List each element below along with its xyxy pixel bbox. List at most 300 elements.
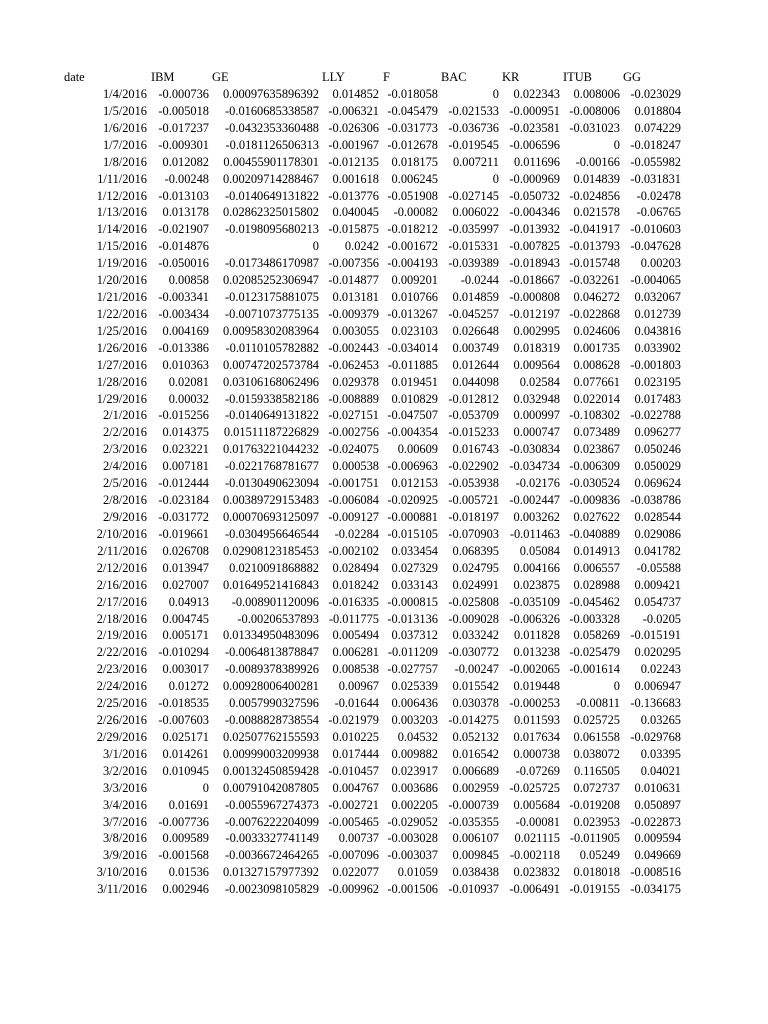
cell-date: 1/12/2016 [96,188,147,203]
table-row [0,543,768,559]
table-row [0,729,768,745]
cell-bac: 0.006689 [452,763,499,778]
header-itub: ITUB [563,70,592,84]
cell-ibm: -0.005018 [158,103,209,118]
cell-date: 3/3/2016 [102,780,147,795]
cell-kr: -0.000951 [509,103,560,118]
cell-f: -0.015105 [387,526,438,541]
cell-itub: -0.030524 [569,476,620,491]
cell-date: 1/7/2016 [102,137,147,152]
cell-itub: 0.046272 [573,290,620,305]
cell-itub: 0.027622 [573,510,620,524]
cell-ge: 0.00791042087805 [222,780,319,795]
cell-f: 0.006245 [391,171,438,186]
cell-f: -0.045479 [387,103,438,118]
cell-f: -0.000881 [387,510,438,524]
table-row [0,407,768,423]
cell-ibm: 0.02081 [168,374,209,389]
cell-kr: 0.011696 [513,154,560,169]
cell-f: 0.037312 [391,628,438,643]
cell-lly: -0.010457 [328,763,379,778]
cell-itub: 0.077661 [573,374,620,389]
cell-gg: 0.023195 [634,374,681,389]
cell-ge: -0.0140649131822 [225,188,319,203]
cell-ge: 0.00958302083964 [222,323,319,338]
cell-date: 1/4/2016 [102,87,147,101]
cell-f: -0.001672 [387,239,438,254]
cell-date: 2/8/2016 [102,493,147,508]
cell-ibm: -0.021907 [158,222,209,237]
cell-gg: 0.009594 [634,831,681,846]
cell-itub: -0.040889 [569,526,620,541]
cell-lly: -0.02284 [334,526,379,541]
cell-date: 2/16/2016 [96,577,147,592]
cell-date: 1/20/2016 [96,273,147,288]
cell-kr: -0.030834 [509,442,560,457]
cell-bac: 0 [492,171,499,186]
cell-itub: 0.038072 [573,746,620,761]
cell-date: 3/10/2016 [96,865,147,880]
cell-ibm: -0.015256 [158,408,209,423]
table-row [0,374,768,390]
cell-f: -0.013267 [387,306,438,321]
cell-ge: 0.00209714288467 [222,171,319,186]
cell-ge: 0.00455901178301 [223,154,319,169]
cell-kr: -0.000253 [509,696,560,711]
table-row [0,577,768,593]
cell-gg: 0.006947 [634,679,681,694]
cell-ge: -0.0130490623094 [225,476,319,491]
cell-date: 2/19/2016 [96,628,147,643]
cell-gg: 0.028544 [634,510,681,524]
cell-gg: -0.015191 [630,628,681,643]
cell-itub: 0.05249 [579,848,620,863]
cell-gg: -0.023029 [630,87,681,101]
cell-date: 1/15/2016 [96,239,147,254]
cell-ibm: 0.013178 [162,205,209,220]
header-row [0,69,768,85]
cell-ibm: -0.009301 [158,137,209,152]
cell-ibm: 0.01536 [168,865,209,880]
cell-date: 2/24/2016 [96,679,147,694]
cell-f: -0.011209 [387,645,438,660]
cell-kr: 0.000747 [513,425,560,440]
cell-lly: -0.002756 [328,425,379,440]
table-row [0,86,768,102]
table-row [0,441,768,457]
cell-date: 2/12/2016 [96,560,147,575]
cell-itub: 0 [613,137,620,152]
header-lly: LLY [322,70,345,84]
table-row [0,881,768,897]
cell-gg: -0.001803 [630,357,681,372]
cell-lly: 0.003055 [332,323,379,338]
cell-lly: 0.00967 [338,679,379,694]
cell-kr: -0.018667 [509,273,560,288]
table-row [0,154,768,170]
cell-kr: -0.012197 [509,306,560,321]
cell-bac: 0.009845 [452,848,499,863]
cell-kr: 0.002995 [513,323,560,338]
header-date: date [64,70,85,84]
cell-f: -0.003037 [387,848,438,863]
table-row [0,340,768,356]
cell-gg: 0.03265 [640,713,681,728]
cell-lly: -0.012135 [328,154,379,169]
cell-bac: -0.053938 [448,476,499,491]
cell-kr: -0.034734 [509,459,560,474]
cell-bac: 0.024991 [452,577,499,592]
cell-kr: -0.011463 [509,526,560,541]
cell-bac: -0.000739 [448,797,499,812]
table-row [0,323,768,339]
header-f: F [383,70,390,84]
cell-ge: -0.0140649131822 [225,408,319,423]
cell-ge: 0.02507762155593 [222,729,319,744]
cell-itub: -0.108302 [569,408,620,423]
cell-kr: 0.003262 [513,510,560,524]
cell-f: -0.011885 [387,357,438,372]
table-row [0,814,768,830]
cell-itub: 0.014839 [573,171,620,186]
cell-bac: -0.010937 [448,882,499,897]
cell-lly: -0.014877 [328,273,379,288]
cell-lly: -0.009127 [328,510,379,524]
cell-f: 0.027329 [391,560,438,575]
cell-ge: 0.0057990327596 [229,696,319,711]
cell-ge: 0.02085252306947 [222,273,319,288]
table-row [0,864,768,880]
cell-f: 0.009201 [391,273,438,288]
cell-kr: 0.013238 [513,645,560,660]
cell-ibm: -0.007736 [158,814,209,829]
cell-ge: -0.0221768781677 [225,459,319,474]
cell-bac: 0.044098 [452,374,499,389]
table-row [0,103,768,119]
cell-ibm: 0.004169 [162,323,209,338]
cell-bac: -0.00247 [454,662,499,677]
cell-lly: -0.026306 [328,120,379,135]
cell-date: 3/4/2016 [102,797,147,812]
cell-lly: -0.001967 [328,137,379,152]
cell-lly: 0.001618 [332,171,379,186]
cell-ge: 0.01511187226829 [223,425,319,440]
cell-itub: -0.019208 [569,797,620,812]
cell-lly: -0.006321 [328,103,379,118]
cell-kr: -0.050732 [509,188,560,203]
cell-f: -0.051908 [387,188,438,203]
cell-kr: -0.006491 [509,882,560,897]
cell-gg: -0.02478 [636,188,681,203]
cell-date: 1/29/2016 [96,391,147,406]
cell-f: -0.020925 [387,493,438,508]
cell-f: 0.006436 [391,696,438,711]
cell-ge: 0.00999003209938 [222,746,319,761]
cell-date: 3/1/2016 [102,746,147,761]
cell-kr: 0.017634 [513,729,560,744]
table-row [0,357,768,373]
cell-bac: -0.036736 [448,120,499,135]
cell-kr: 0.009564 [513,357,560,372]
cell-gg: 0.04021 [640,763,681,778]
table-row [0,712,768,728]
cell-gg: 0.069624 [634,476,681,491]
cell-f: 0.003686 [391,780,438,795]
cell-lly: 0.040045 [332,205,379,220]
cell-bac: -0.021533 [448,103,499,118]
cell-f: 0.04532 [397,729,438,744]
cell-kr: 0.021115 [514,831,560,846]
cell-bac: -0.005721 [448,493,499,508]
header-ge: GE [212,70,229,84]
cell-ge: -0.0160685338587 [225,103,319,118]
table-row [0,204,768,220]
cell-lly: 0.006281 [332,645,379,660]
cell-itub: -0.006309 [569,459,620,474]
cell-bac: 0.033242 [452,628,499,643]
cell-bac: -0.045257 [448,306,499,321]
cell-ibm: 0.012082 [162,154,209,169]
cell-f: 0.003203 [391,713,438,728]
cell-date: 1/28/2016 [96,374,147,389]
cell-ibm: -0.003341 [158,290,209,305]
cell-bac: 0.014859 [452,290,499,305]
cell-itub: 0.008628 [573,357,620,372]
cell-lly: -0.009379 [328,306,379,321]
cell-lly: 0.004767 [332,780,379,795]
table-row [0,221,768,237]
cell-date: 2/25/2016 [96,696,147,711]
cell-f: -0.003028 [387,831,438,846]
cell-itub: -0.008006 [569,103,620,118]
cell-kr: 0.004166 [513,560,560,575]
cell-f: 0.002205 [391,797,438,812]
cell-bac: -0.053709 [448,408,499,423]
table-row [0,594,768,610]
table-row [0,763,768,779]
cell-gg: -0.031831 [630,171,681,186]
cell-kr: -0.025725 [509,780,560,795]
header-bac: BAC [441,70,467,84]
cell-kr: 0.022343 [513,87,560,101]
cell-itub: 0.058269 [573,628,620,643]
cell-ibm: -0.017237 [158,120,209,135]
cell-ge: 0.00070693125097 [222,510,319,524]
cell-ibm: 0.010363 [162,357,209,372]
cell-f: -0.006963 [387,459,438,474]
cell-date: 1/19/2016 [96,256,147,271]
cell-gg: 0.029086 [634,526,681,541]
cell-itub: 0.028988 [573,577,620,592]
cell-ge: 0.00389729153483 [222,493,319,508]
cell-kr: -0.013932 [509,222,560,237]
table-row [0,188,768,204]
cell-ge: -0.0304956646544 [225,526,319,541]
cell-date: 2/11/2016 [97,543,147,558]
cell-date: 1/8/2016 [102,154,147,169]
cell-bac: 0.068395 [452,543,499,558]
cell-itub: -0.009836 [569,493,620,508]
cell-bac: 0.012644 [452,357,499,372]
cell-bac: -0.019545 [448,137,499,152]
cell-ibm: 0.003017 [162,662,209,677]
cell-lly: -0.002443 [328,340,379,355]
cell-ge: -0.0181126506313 [225,137,319,152]
cell-gg: 0.00203 [640,256,681,271]
cell-itub: 0.021578 [573,205,620,220]
cell-ge: -0.0033327741149 [225,831,319,846]
cell-kr: -0.002118 [509,848,560,863]
table-row [0,695,768,711]
cell-kr: -0.02176 [515,476,560,491]
cell-lly: -0.062453 [328,357,379,372]
cell-kr: -0.007825 [509,239,560,254]
cell-f: 0.019451 [391,374,438,389]
cell-itub: 0.001735 [573,340,620,355]
cell-bac: -0.0244 [460,273,499,288]
cell-bac: 0.026648 [452,323,499,338]
cell-ibm: 0.009589 [162,831,209,846]
table-row [0,797,768,813]
cell-kr: 0.000738 [513,746,560,761]
cell-bac: 0.015542 [452,679,499,694]
table-row [0,475,768,491]
cell-ibm: -0.014876 [158,239,209,254]
cell-f: -0.029052 [387,814,438,829]
cell-ibm: 0.002946 [162,882,209,897]
cell-gg: -0.05588 [636,560,681,575]
cell-ibm: -0.001568 [158,848,209,863]
cell-f: 0.01059 [397,865,438,880]
cell-gg: -0.004065 [630,273,681,288]
cell-ibm: 0.014375 [162,425,209,440]
cell-lly: -0.005465 [328,814,379,829]
cell-bac: 0.016542 [452,746,499,761]
table-row [0,830,768,846]
cell-ibm: -0.003434 [158,306,209,321]
cell-lly: -0.006084 [328,493,379,508]
cell-itub: -0.024856 [569,188,620,203]
cell-kr: 0.018319 [513,340,560,355]
cell-f: -0.00082 [393,205,438,220]
cell-kr: -0.006326 [509,611,560,626]
cell-kr: -0.035109 [509,594,560,609]
cell-lly: 0.005494 [332,628,379,643]
cell-itub: -0.019155 [569,882,620,897]
cell-ibm: 0 [202,780,209,795]
cell-ibm: 0.00858 [168,273,209,288]
cell-bac: -0.027145 [448,188,499,203]
cell-ge: 0.02862325015802 [222,205,319,220]
cell-bac: -0.025808 [448,594,499,609]
cell-lly: -0.01644 [334,696,379,711]
cell-date: 1/5/2016 [102,103,147,118]
cell-kr: 0.02584 [519,374,560,389]
cell-date: 2/3/2016 [102,442,147,457]
cell-lly: -0.013776 [328,188,379,203]
cell-itub: 0.023867 [573,442,620,457]
cell-f: -0.000815 [387,594,438,609]
cell-ibm: -0.018535 [158,696,209,711]
cell-bac: -0.035997 [448,222,499,237]
cell-ge: -0.0198095680213 [225,222,319,237]
cell-gg: 0.074229 [634,120,681,135]
cell-bac: -0.012812 [448,391,499,406]
cell-f: -0.004193 [387,256,438,271]
table-row [0,746,768,762]
cell-ge: 0.00928006400281 [222,679,319,694]
cell-date: 2/29/2016 [96,729,147,744]
cell-date: 3/8/2016 [102,831,147,846]
cell-ge: 0 [312,239,319,254]
table-row [0,391,768,407]
cell-ibm: -0.031772 [158,510,209,524]
cell-itub: 0.072737 [573,780,620,795]
cell-bac: 0.006107 [452,831,499,846]
cell-itub: 0.061558 [573,729,620,744]
cell-f: 0.033454 [391,543,438,558]
cell-date: 2/1/2016 [102,408,147,423]
table-row [0,644,768,660]
cell-itub: -0.025479 [569,645,620,660]
cell-gg: -0.055982 [630,154,681,169]
cell-itub: 0.018018 [573,865,620,880]
cell-ge: -0.0110105782882 [225,340,319,355]
cell-itub: -0.045462 [569,594,620,609]
cell-ge: -0.0071073775135 [225,306,319,321]
cell-lly: 0.017444 [332,746,379,761]
cell-bac: 0.024795 [452,560,499,575]
cell-ge: -0.0089378389926 [225,662,319,677]
cell-ge: -0.008901120096 [231,594,319,609]
cell-date: 2/4/2016 [102,459,147,474]
cell-date: 2/5/2016 [102,476,147,491]
cell-f: 0.023917 [391,763,438,778]
cell-lly: -0.021979 [328,713,379,728]
cell-date: 2/23/2016 [96,662,147,677]
cell-ge: 0.03106168062496 [222,374,319,389]
cell-itub: 0.073489 [573,425,620,440]
cell-ibm: 0.00032 [168,391,209,406]
cell-f: 0.009882 [391,746,438,761]
cell-ge: -0.0173486170987 [225,256,319,271]
cell-f: -0.013136 [387,611,438,626]
cell-itub: 0 [613,679,620,694]
cell-bac: 0.052132 [452,729,499,744]
cell-gg: -0.008516 [630,865,681,880]
cell-lly: 0.010225 [332,729,379,744]
cell-date: 2/17/2016 [96,594,147,609]
cell-itub: 0.022014 [573,391,620,406]
cell-itub: 0.006557 [573,560,620,575]
cell-kr: -0.004346 [509,205,560,220]
table-row [0,458,768,474]
cell-lly: 0.028494 [332,560,379,575]
cell-kr: -0.002447 [509,493,560,508]
cell-itub: -0.015748 [569,256,620,271]
cell-ibm: 0.04913 [168,594,209,609]
cell-f: 0.010829 [391,391,438,406]
cell-kr: 0.032948 [513,391,560,406]
cell-gg: 0.096277 [634,425,681,440]
cell-ibm: 0.026708 [162,543,209,558]
cell-itub: -0.011905 [569,831,620,846]
cell-gg: -0.018247 [630,137,681,152]
cell-ibm: 0.014261 [162,746,209,761]
cell-ge: 0.01649521416843 [222,577,319,592]
cell-ge: 0.02908123185453 [222,543,319,558]
cell-kr: 0.005684 [513,797,560,812]
